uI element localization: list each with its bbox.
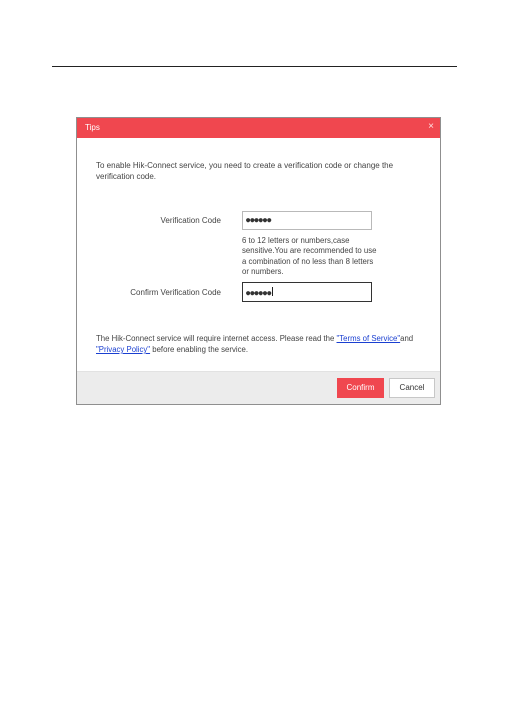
notice-and: and xyxy=(400,334,414,343)
page-header-rule xyxy=(52,66,457,67)
verification-code-value: ●●●●●● xyxy=(246,216,272,224)
service-notice xyxy=(96,333,426,355)
privacy-policy-link[interactable]: "Privacy Policy" xyxy=(96,345,151,354)
dialog-title: Tips xyxy=(85,123,100,132)
notice-suffix: before enabling the service. xyxy=(150,345,249,354)
notice-prefix: The Hik-Connect service will require internet access. Please read the xyxy=(96,334,337,343)
confirm-code-input[interactable] xyxy=(242,282,372,302)
verification-code-hint: 6 to 12 letters or numbers,case sensitive.You are recommended to use a combination of no less than 8 letters or numbers. xyxy=(242,236,377,276)
intro-text: To enable Hik-Connect service, you need to create a verification code or change the verification code. xyxy=(96,161,394,181)
cancel-button[interactable]: Cancel xyxy=(389,378,435,398)
dialog-titlebar xyxy=(77,118,440,138)
dialog-footer xyxy=(77,371,440,404)
confirm-code-value: ●●●●●● xyxy=(246,289,272,297)
verification-code-label: Verification Code xyxy=(160,216,221,225)
terms-of-service-link[interactable]: "Terms of Service" xyxy=(336,334,401,343)
text-caret xyxy=(272,287,273,296)
close-icon[interactable]: × xyxy=(428,121,434,132)
confirm-code-label: Confirm Verification Code xyxy=(130,288,221,297)
verification-code-input[interactable] xyxy=(242,211,372,230)
tips-dialog xyxy=(76,117,441,405)
confirm-button[interactable]: Confirm xyxy=(337,378,384,398)
